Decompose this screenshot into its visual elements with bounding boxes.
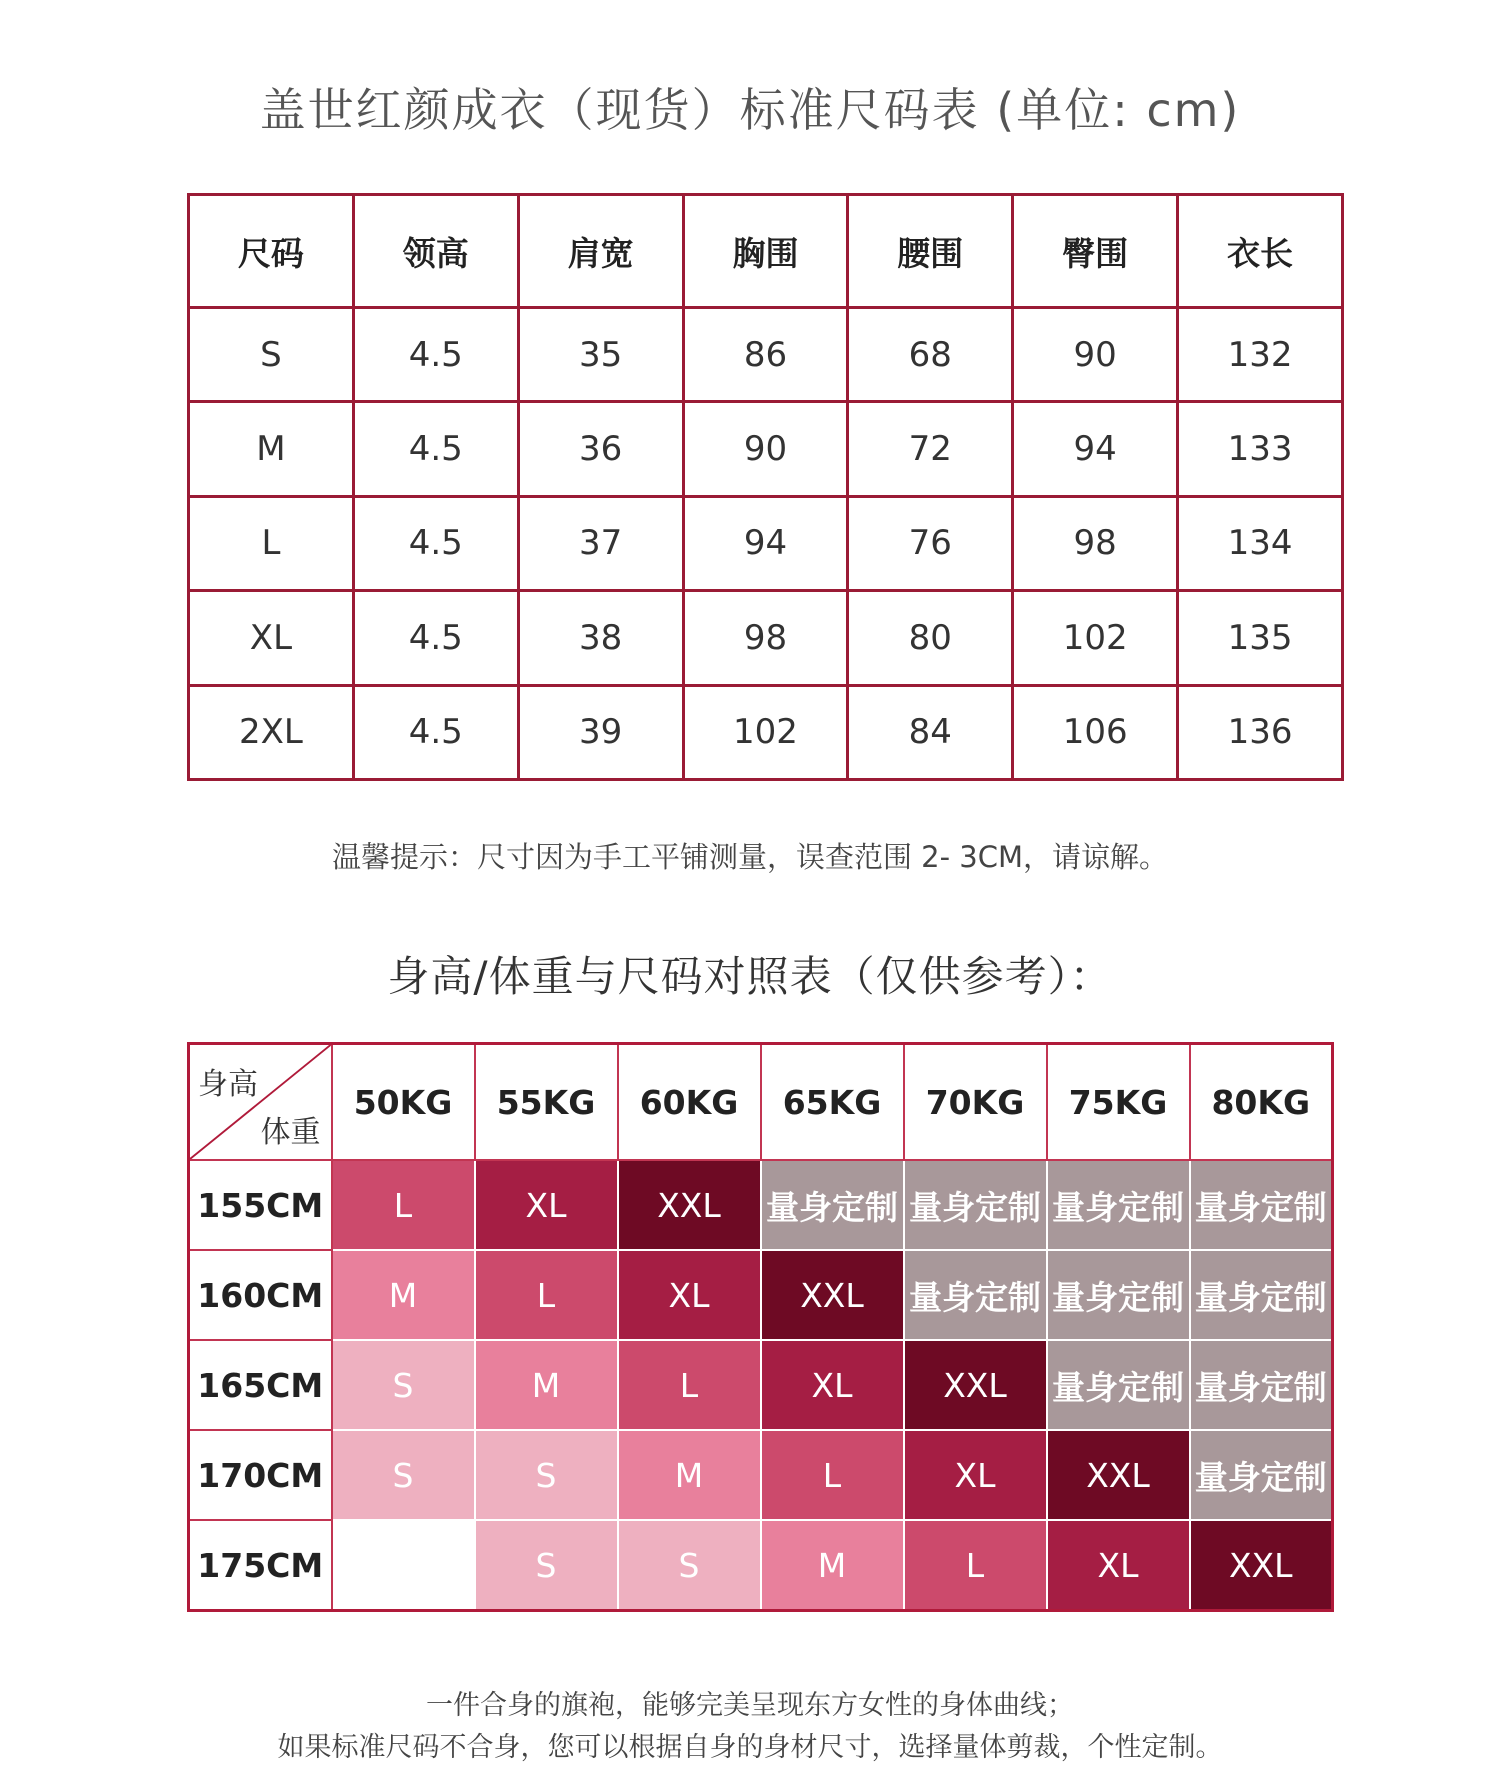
size-recommendation-cell: S [475,1520,618,1611]
size-recommendation-cell: XXL [1047,1430,1190,1520]
size-recommendation-cell: L [618,1340,761,1430]
size-recommendation-cell: XL [1047,1520,1190,1611]
measurement-cell: 90 [683,402,848,496]
custom-size-cell: 量身定制 [761,1160,904,1250]
size-recommendation-cell: L [475,1250,618,1340]
measurement-cell: 37 [518,496,683,590]
header-collar-height: 领高 [353,195,518,308]
size-recommendation-cell: M [332,1250,475,1340]
size-recommendation-cell: L [332,1160,475,1250]
size-row [189,402,1343,496]
corner-height-label: 身高 [198,1067,258,1102]
size-recommendation-cell: XL [618,1250,761,1340]
measurement-cell: 80 [848,591,1013,685]
size-chart-table [187,193,1344,781]
height-label-cell: 165CM [189,1340,332,1430]
size-recommendation-cell: XL [761,1340,904,1430]
measurement-cell: 4.5 [353,402,518,496]
measurement-cell: 132 [1178,308,1343,402]
height-label-cell: 155CM [189,1160,332,1250]
footer-line-2: 如果标准尺码不合身，您可以根据自身的身材尺寸，选择量体剪裁，个性定制。 [277,1732,1223,1763]
size-row [189,685,1343,779]
weight-header: 65KG [761,1044,904,1161]
size-label-cell: XL [189,591,354,685]
measurement-note: 温馨提示：尺寸因为手工平铺测量，误查范围 2- 3CM，请谅解。 [331,840,1169,874]
measurement-cell: 84 [848,685,1013,779]
measurement-cell: 68 [848,308,1013,402]
empty-cell [332,1520,475,1611]
measurement-cell: 4.5 [353,685,518,779]
measurement-cell: 136 [1178,685,1343,779]
measurement-cell: 134 [1178,496,1343,590]
size-label-cell: L [189,496,354,590]
custom-size-cell: 量身定制 [1190,1340,1333,1430]
height-row [189,1520,1333,1611]
size-recommendation-cell: XL [904,1430,1047,1520]
custom-size-cell: 量身定制 [1190,1430,1333,1520]
size-recommendation-cell: L [761,1430,904,1520]
size-recommendation-cell: XXL [761,1250,904,1340]
height-row [189,1160,1333,1250]
size-label-cell: S [189,308,354,402]
header-shoulder-width: 肩宽 [518,195,683,308]
height-weight-title: 身高/体重与尺码对照表（仅供参考）： [387,952,1113,1001]
custom-size-cell: 量身定制 [904,1160,1047,1250]
height-label-cell: 175CM [189,1520,332,1611]
footer-line-1: 一件合身的旗袍，能够完美呈现东方女性的身体曲线； [426,1690,1074,1721]
measurement-cell: 38 [518,591,683,685]
measurement-cell: 98 [1013,496,1178,590]
header-hip: 臀围 [1013,195,1178,308]
measurement-cell: 76 [848,496,1013,590]
measurement-cell: 98 [683,591,848,685]
size-recommendation-cell: XL [475,1160,618,1250]
measurement-cell: 133 [1178,402,1343,496]
size-row [189,308,1343,402]
height-row [189,1250,1333,1340]
measurement-cell: 36 [518,402,683,496]
weight-header: 60KG [618,1044,761,1161]
measurement-cell: 102 [1013,591,1178,685]
measurement-cell: 4.5 [353,308,518,402]
measurement-cell: 4.5 [353,591,518,685]
measurement-cell: 135 [1178,591,1343,685]
measurement-cell: 94 [683,496,848,590]
size-recommendation-cell: M [475,1340,618,1430]
size-recommendation-cell: L [904,1520,1047,1611]
measurement-cell: 102 [683,685,848,779]
size-chart-header-row [189,195,1343,308]
custom-size-cell: 量身定制 [1047,1340,1190,1430]
size-chart-title: 盖世红颜成衣（现货）标准尺码表 (单位: cm) [259,83,1241,137]
measurement-cell: 106 [1013,685,1178,779]
custom-size-cell: 量身定制 [904,1250,1047,1340]
measurement-cell: 94 [1013,402,1178,496]
height-label-cell: 170CM [189,1430,332,1520]
header-size: 尺码 [189,195,354,308]
custom-size-cell: 量身定制 [1190,1250,1333,1340]
size-recommendation-cell: S [475,1430,618,1520]
size-label-cell: 2XL [189,685,354,779]
measurement-cell: 39 [518,685,683,779]
weight-header: 70KG [904,1044,1047,1161]
header-bust: 胸围 [683,195,848,308]
weight-header: 55KG [475,1044,618,1161]
height-label-cell: 160CM [189,1250,332,1340]
header-length: 衣长 [1178,195,1343,308]
size-row [189,496,1343,590]
measurement-cell: 35 [518,308,683,402]
size-recommendation-cell: S [332,1340,475,1430]
height-row [189,1340,1333,1430]
corner-weight-label: 体重 [260,1115,321,1150]
custom-size-cell: 量身定制 [1047,1160,1190,1250]
header-waist: 腰围 [848,195,1013,308]
weight-header-row [189,1044,1333,1161]
size-recommendation-cell: S [618,1520,761,1611]
size-recommendation-cell: XXL [618,1160,761,1250]
weight-header: 75KG [1047,1044,1190,1161]
size-recommendation-cell: S [332,1430,475,1520]
height-weight-table [187,1042,1334,1612]
size-recommendation-cell: M [761,1520,904,1611]
size-label-cell: M [189,402,354,496]
corner-cell [189,1044,332,1161]
size-recommendation-cell: M [618,1430,761,1520]
measurement-cell: 4.5 [353,496,518,590]
measurement-cell: 90 [1013,308,1178,402]
height-row [189,1430,1333,1520]
custom-size-cell: 量身定制 [1190,1160,1333,1250]
measurement-cell: 72 [848,402,1013,496]
measurement-cell: 86 [683,308,848,402]
size-recommendation-cell: XXL [904,1340,1047,1430]
weight-header: 80KG [1190,1044,1333,1161]
weight-header: 50KG [332,1044,475,1161]
custom-size-cell: 量身定制 [1047,1250,1190,1340]
size-recommendation-cell: XXL [1190,1520,1333,1611]
size-row [189,591,1343,685]
